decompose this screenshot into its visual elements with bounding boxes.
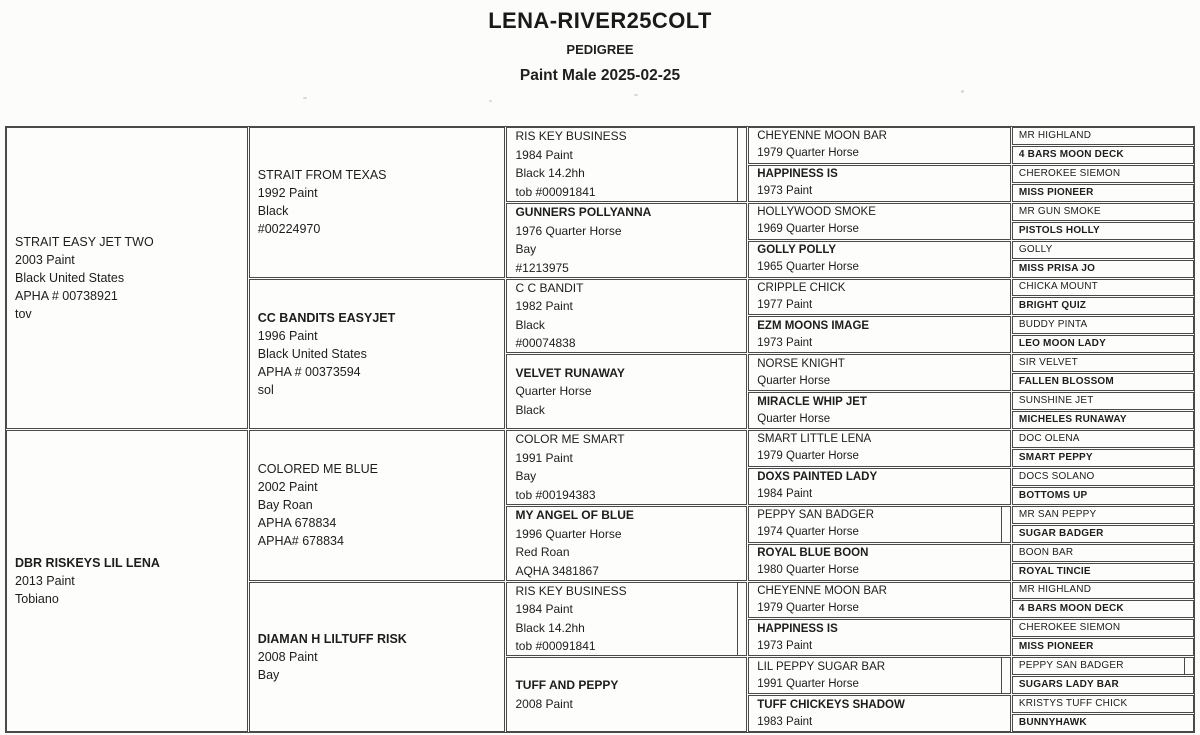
horse-name: MISS PIONEER	[1018, 186, 1094, 198]
report-title: LENA-RIVER25COLT	[488, 8, 712, 33]
horse-name: MISS PIONEER	[1018, 641, 1094, 653]
horse-detail: 1984 Paint	[515, 602, 573, 617]
scan-artifact	[489, 100, 492, 102]
pedigree-cell-g2-p1	[249, 127, 506, 278]
pedigree-cell-g5-p2	[1012, 146, 1194, 164]
pedigree-cell-g3-p7	[506, 582, 747, 657]
pedigree-cell-g4-p1	[748, 127, 1011, 164]
pedigree-cell-g1-p2	[6, 430, 248, 732]
horse-name: CHEYENNE MOON BAR	[757, 130, 887, 143]
pedigree-cell-g5-p14	[1012, 373, 1194, 391]
horse-name: NORSE KNIGHT	[757, 357, 845, 370]
pedigree-cell-g5-p32	[1012, 714, 1194, 732]
horse-name: MR SAN PEPPY	[1018, 508, 1097, 520]
pedigree-cell-g4-p6	[748, 316, 1011, 353]
horse-name: FALLEN BLOSSOM	[1018, 376, 1114, 388]
horse-detail: Black	[257, 204, 289, 219]
horse-name: LEO MOON LADY	[1018, 338, 1106, 350]
pedigree-cell-g3-p6	[506, 506, 747, 581]
duplicate-ancestor-inner-border	[1001, 658, 1002, 693]
pedigree-cell-g4-p15	[748, 657, 1011, 694]
pedigree-cell-g4-p10	[748, 468, 1011, 505]
pedigree-cell-g5-p17	[1012, 430, 1194, 448]
horse-detail: 2003 Paint	[15, 253, 75, 267]
pedigree-cell-g4-p7	[748, 354, 1011, 391]
horse-name: DIAMAN H LILTUFF RISK	[257, 631, 407, 646]
pedigree-cell-g5-p16	[1012, 411, 1194, 429]
pedigree-cell-g5-p4	[1012, 184, 1194, 202]
pedigree-cell-g5-p1	[1012, 127, 1194, 145]
horse-detail: APHA # 00373594	[257, 364, 361, 379]
pedigree-cell-g3-p4	[506, 354, 747, 429]
pedigree-cell-g5-p5	[1012, 203, 1194, 221]
horse-detail: tob #00091841	[515, 639, 596, 654]
pedigree-grid	[5, 126, 1195, 733]
pedigree-cell-g5-p20	[1012, 487, 1194, 505]
duplicate-ancestor-inner-border	[737, 128, 738, 201]
horse-name: 4 BARS MOON DECK	[1018, 603, 1124, 615]
pedigree-cell-g3-p8	[506, 657, 747, 732]
pedigree-cell-g2-p3	[249, 430, 506, 581]
horse-detail: #1213975	[515, 260, 569, 275]
duplicate-ancestor-inner-border	[1184, 658, 1185, 674]
horse-name: 4 BARS MOON DECK	[1018, 148, 1124, 160]
horse-name: MR GUN SMOKE	[1018, 205, 1101, 217]
horse-detail: Bay	[257, 667, 280, 682]
horse-detail: 2008 Paint	[515, 696, 573, 711]
report-info-line: Paint Male 2025-02-25	[519, 67, 681, 84]
horse-name: SMART PEPPY	[1018, 451, 1093, 463]
horse-name: DOCS SOLANO	[1018, 470, 1095, 482]
horse-name: VELVET RUNAWAY	[515, 365, 625, 380]
horse-detail: Bay Roan	[257, 498, 313, 513]
pedigree-cell-g2-p4	[249, 582, 506, 733]
horse-detail: tob #00194383	[515, 487, 596, 502]
horse-name: CHEROKEE SIEMON	[1018, 167, 1121, 179]
horse-name: BOON BAR	[1018, 546, 1074, 558]
horse-detail: 1973 Paint	[757, 639, 813, 652]
pedigree-cell-g2-p2	[249, 279, 506, 430]
duplicate-ancestor-inner-border	[1001, 507, 1002, 542]
horse-name: SMART LITTLE LENA	[757, 433, 872, 446]
pedigree-cell-g4-p16	[748, 695, 1011, 732]
horse-name: DBR RISKEYS LIL LENA	[15, 556, 160, 570]
horse-detail: 1992 Paint	[257, 186, 318, 201]
horse-name: EZM MOONS IMAGE	[757, 319, 870, 332]
horse-name: C C BANDIT	[515, 280, 584, 295]
pedigree-cell-g5-p9	[1012, 279, 1194, 297]
horse-detail: Black	[515, 317, 545, 332]
pedigree-cell-g5-p27	[1012, 619, 1194, 637]
pedigree-cell-g5-p23	[1012, 544, 1194, 562]
horse-name: DOXS PAINTED LADY	[757, 471, 878, 484]
pedigree-cell-g5-p3	[1012, 165, 1194, 183]
horse-name: PEPPY SAN BADGER	[1018, 660, 1124, 672]
horse-name: RIS KEY BUSINESS	[515, 129, 627, 144]
horse-detail: 2002 Paint	[257, 480, 318, 495]
pedigree-cell-g5-p12	[1012, 335, 1194, 353]
horse-detail: #00224970	[257, 222, 321, 237]
horse-name: HOLLYWOOD SMOKE	[757, 206, 876, 219]
horse-detail: Quarter Horse	[515, 384, 592, 399]
horse-name: RIS KEY BUSINESS	[515, 583, 627, 598]
report-subtitle: PEDIGREE	[566, 42, 634, 57]
horse-name: BUNNYHAWK	[1018, 717, 1087, 729]
duplicate-ancestor-inner-border	[737, 583, 738, 656]
pedigree-cell-g5-p25	[1012, 582, 1194, 600]
horse-name: SUNSHINE JET	[1018, 395, 1094, 407]
horse-detail: 1996 Paint	[257, 328, 318, 343]
pedigree-cell-g3-p3	[506, 279, 747, 354]
horse-name: SIR VELVET	[1018, 357, 1078, 369]
horse-name: CHICKA MOUNT	[1018, 281, 1098, 293]
pedigree-cell-g5-p28	[1012, 638, 1194, 656]
horse-detail: tob #00091841	[515, 184, 596, 199]
pedigree-cell-g4-p13	[748, 582, 1011, 619]
pedigree-cell-g3-p1	[506, 127, 747, 202]
horse-detail: 1974 Quarter Horse	[757, 526, 859, 539]
horse-name: CHEROKEE SIEMON	[1018, 622, 1121, 634]
pedigree-cell-g5-p13	[1012, 354, 1194, 372]
horse-name: HAPPINESS IS	[757, 168, 838, 181]
pedigree-cell-g4-p4	[748, 241, 1011, 278]
pedigree-cell-g4-p2	[748, 165, 1011, 202]
horse-detail: Tobiano	[15, 592, 59, 606]
scan-artifact	[303, 97, 307, 99]
horse-name: SUGAR BADGER	[1018, 527, 1104, 539]
horse-name: COLOR ME SMART	[515, 432, 625, 447]
scan-artifact	[961, 90, 964, 93]
pedigree-cell-g5-p7	[1012, 241, 1194, 259]
horse-name: GUNNERS POLLYANNA	[515, 205, 652, 220]
horse-detail: 1976 Quarter Horse	[515, 223, 622, 238]
horse-name: CRIPPLE CHICK	[757, 281, 846, 294]
horse-name: MICHELES RUNAWAY	[1018, 414, 1127, 426]
horse-name: BRIGHT QUIZ	[1018, 300, 1087, 312]
horse-name: DOC OLENA	[1018, 432, 1080, 444]
horse-name: BUDDY PINTA	[1018, 319, 1088, 331]
pedigree-cell-g4-p11	[748, 506, 1011, 543]
horse-name: COLORED ME BLUE	[257, 462, 378, 477]
horse-name: GOLLY POLLY	[757, 244, 837, 257]
horse-name: PISTOLS HOLLY	[1018, 224, 1100, 236]
pedigree-cell-g1-p1	[6, 127, 248, 429]
horse-detail: 1991 Paint	[515, 450, 573, 465]
horse-detail: APHA 678834	[257, 516, 337, 531]
horse-detail: Quarter Horse	[757, 412, 831, 425]
horse-name: MISS PRISA JO	[1018, 262, 1096, 274]
pedigree-cell-g5-p19	[1012, 468, 1194, 486]
horse-detail: 1991 Quarter Horse	[757, 677, 859, 690]
horse-name: MR HIGHLAND	[1018, 584, 1092, 596]
horse-name: PEPPY SAN BADGER	[757, 509, 874, 522]
horse-detail: 2013 Paint	[15, 574, 75, 588]
horse-detail: AQHA 3481867	[515, 563, 599, 578]
horse-detail: APHA# 678834	[257, 534, 344, 549]
horse-detail: 1973 Paint	[757, 185, 813, 198]
pedigree-cell-g4-p12	[748, 544, 1011, 581]
horse-detail: Black United States	[257, 346, 367, 361]
horse-detail: 1969 Quarter Horse	[757, 223, 859, 236]
pedigree-cell-g5-p18	[1012, 449, 1194, 467]
pedigree-cell-g4-p3	[748, 203, 1011, 240]
horse-detail: Black 14.2hh	[515, 620, 585, 635]
horse-name: MR HIGHLAND	[1018, 129, 1092, 141]
pedigree-cell-g5-p22	[1012, 525, 1194, 543]
pedigree-cell-g5-p15	[1012, 392, 1194, 410]
pedigree-cell-g5-p21	[1012, 506, 1194, 524]
horse-name: LIL PEPPY SUGAR BAR	[757, 660, 886, 673]
horse-detail: 1984 Paint	[515, 147, 573, 162]
pedigree-cell-g5-p10	[1012, 297, 1194, 315]
pedigree-cell-g5-p31	[1012, 695, 1194, 713]
pedigree-cell-g5-p26	[1012, 600, 1194, 618]
horse-detail: APHA # 00738921	[15, 289, 118, 303]
horse-detail: Bay	[515, 469, 537, 484]
horse-name: ROYAL BLUE BOON	[757, 547, 869, 560]
pedigree-cell-g4-p5	[748, 279, 1011, 316]
horse-name: HAPPINESS IS	[757, 622, 838, 635]
horse-name: ROYAL TINCIE	[1018, 565, 1091, 577]
horse-name: TUFF AND PEPPY	[515, 678, 619, 693]
horse-detail: 1979 Quarter Horse	[757, 601, 859, 614]
horse-detail: 1982 Paint	[515, 299, 573, 314]
horse-name: SUGARS LADY BAR	[1018, 679, 1119, 691]
horse-name: CC BANDITS EASYJET	[257, 310, 396, 325]
horse-detail: 1979 Quarter Horse	[757, 147, 859, 160]
horse-detail: sol	[257, 382, 274, 397]
horse-detail: 1979 Quarter Horse	[757, 450, 859, 463]
pedigree-cell-g4-p14	[748, 619, 1011, 656]
horse-detail: Red Roan	[515, 545, 570, 560]
pedigree-cell-g3-p5	[506, 430, 747, 505]
pedigree-cell-g5-p29	[1012, 657, 1194, 675]
horse-name: GOLLY	[1018, 243, 1053, 255]
horse-name: CHEYENNE MOON BAR	[757, 584, 887, 597]
horse-name: KRISTYS TUFF CHICK	[1018, 698, 1128, 710]
horse-name: STRAIT FROM TEXAS	[257, 168, 387, 183]
horse-name: STRAIT EASY JET TWO	[15, 235, 154, 249]
horse-detail: Black	[515, 402, 545, 417]
horse-name: MIRACLE WHIP JET	[757, 395, 867, 408]
scan-artifact	[634, 94, 638, 96]
horse-detail: 1984 Paint	[757, 488, 813, 501]
horse-detail: 2008 Paint	[257, 649, 318, 664]
pedigree-cell-g4-p8	[748, 392, 1011, 429]
horse-name: TUFF CHICKEYS SHADOW	[757, 698, 905, 711]
horse-detail: 1977 Paint	[757, 298, 813, 311]
pedigree-cell-g5-p6	[1012, 222, 1194, 240]
pedigree-cell-g5-p30	[1012, 676, 1194, 694]
horse-detail: Bay	[515, 242, 537, 257]
pedigree-cell-g3-p2	[506, 203, 747, 278]
horse-name: BOTTOMS UP	[1018, 489, 1088, 501]
horse-detail: 1983 Paint	[757, 715, 813, 728]
horse-detail: 1996 Quarter Horse	[515, 526, 622, 541]
horse-detail: #00074838	[515, 336, 576, 351]
pedigree-cell-g5-p11	[1012, 316, 1194, 334]
horse-detail: 1980 Quarter Horse	[757, 564, 859, 577]
pedigree-cell-g5-p24	[1012, 563, 1194, 581]
horse-name: MY ANGEL OF BLUE	[515, 508, 634, 523]
horse-detail: 1973 Paint	[757, 336, 813, 349]
pedigree-cell-g5-p8	[1012, 260, 1194, 278]
horse-detail: Black United States	[15, 271, 125, 285]
report-header	[0, 8, 1200, 85]
horse-detail: Black 14.2hh	[515, 166, 585, 181]
horse-detail: tov	[15, 307, 32, 321]
horse-detail: 1965 Quarter Horse	[757, 261, 859, 274]
horse-detail: Quarter Horse	[757, 374, 831, 387]
pedigree-cell-g4-p9	[748, 430, 1011, 467]
